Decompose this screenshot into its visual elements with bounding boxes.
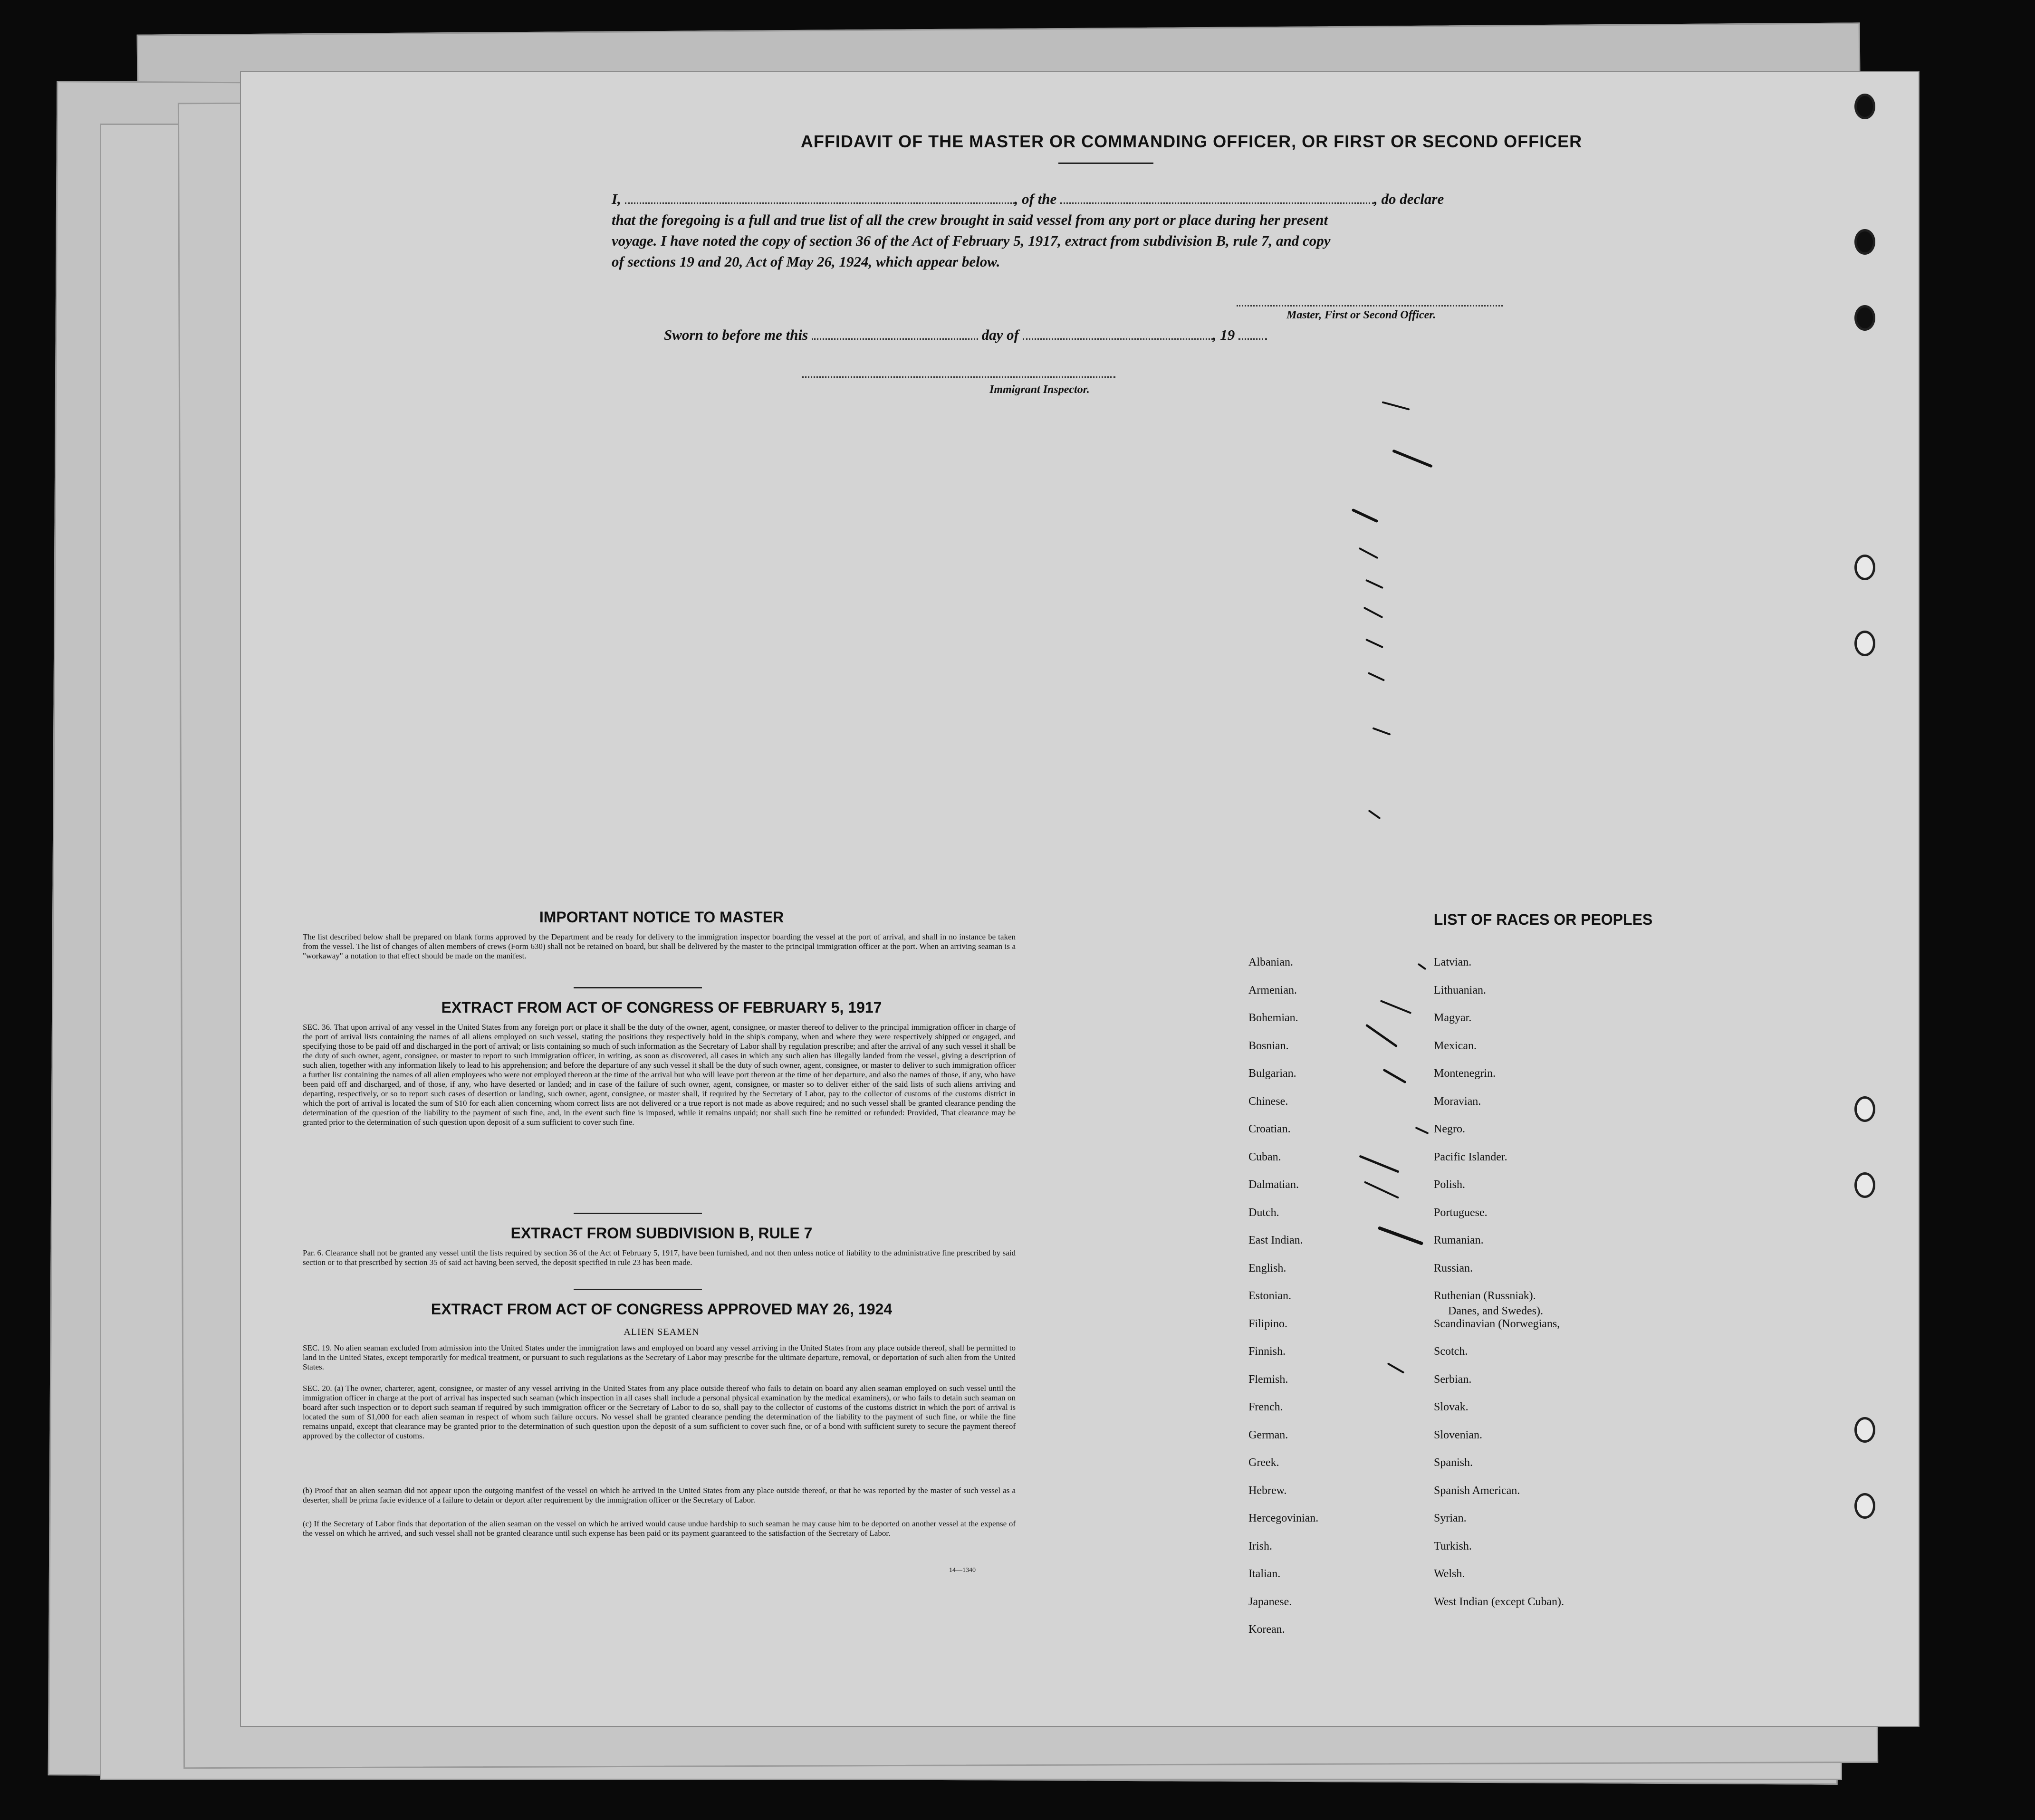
race-item: Flemish. (1248, 1373, 1288, 1386)
race-item: Magyar. (1434, 1012, 1472, 1024)
race-item: Bohemian. (1248, 1012, 1298, 1024)
race-item: Spanish. (1434, 1456, 1473, 1469)
race-item: Polish. (1434, 1178, 1466, 1191)
race-item: Armenian. (1248, 984, 1297, 996)
extract-1917-text: SEC. 36. That upon arrival of any vessel in the United States from any foreign port or place it shall be the duty of the owner, agent, consignee, or master thereof to deliver to the principal immigration officer in charge of the port of arrival lists containing the names of all aliens employed on such vessel, stating the positions they respectively hold in the ship's company, when and where they were respectively shipped or engaged, and specifying those to be paid off and discharged in the port of arrival; or lists containing so much of such information as the Secretary of Labor shall by regulation prescribe; and after the arrival of any such vessel it shall be the duty of such owner, agent, consignee, or master to report to such immigration officer, in writing, as soon as discovered, all cases in which any such alien has illegally landed from the vessel, giving a description of such alien, together with any information likely to lead to his apprehension; and before the departure of any such vessel it shall be the duty of such owner, agent, consignee, or master to deliver to such immigration officer a further list containing the names of all alien employees who were not employed thereon at the time of the arrival but who will leave port thereon at the time of her departure, and also the names of those, if any, who have been paid off and discharged, and of those, if any, who have deserted or landed; and in case of the failure of such owner, agent, consignee, or master so to deliver either of the said lists of such aliens arriving and departing, respectively, or so to report such cases of desertion or landing, such owner, agent, consignee, or master shall, if required by the Secretary of Labor, pay to the collector of customs of the customs district in which the port of arrival is located the sum of $10 for each alien concerning whom correct lists are not delivered or a true report is not made as above required; and no such vessel shall be granted clearance pending the determination of the question of the liability to the payment of such fine, and, in the event such fine is imposed, while it remains unpaid; nor shall such fine be remitted or refunded: Provided, That clearance may be granted prior to the determination of such question upon deposit of a sum sufficient to cover such fine. (303, 1023, 1016, 1127)
tick-mark (1365, 579, 1383, 589)
notice-text: The list described below shall be prepared on blank forms approved by the Department and be ready for delivery to the immigration inspector boarding the vessel at the port of arrival, and shall in no instance be taken from the vessel. The list of changes of alien members of crews (Form 630) shall not be retained on board, but shall be delivered by the master to the principal immigration officer at the port. When an arriving seaman is a "workaway" a notation to that effect should be made on the manifest. (303, 932, 1016, 960)
race-item: Slovak. (1434, 1401, 1469, 1413)
extract-1924-title: EXTRACT FROM ACT OF CONGRESS APPROVED MAY 26, 1924 (431, 1301, 893, 1318)
tick-mark (1415, 1127, 1429, 1134)
race-item: Greek. (1248, 1456, 1279, 1469)
binder-hole-icon (1854, 631, 1875, 656)
race-item: Pacific Islander. (1434, 1150, 1507, 1163)
race-item: Latvian. (1434, 956, 1472, 968)
race-item: Cuban. (1248, 1150, 1281, 1163)
tick-mark (1352, 508, 1379, 523)
tick-mark (1368, 672, 1385, 681)
race-item: Japanese. (1248, 1595, 1292, 1608)
race-item: Italian. (1248, 1568, 1281, 1580)
race-item: Dalmatian. (1248, 1178, 1299, 1191)
alien-seamen-subtitle: ALIEN SEAMEN (624, 1327, 700, 1337)
race-item: Serbian. (1434, 1373, 1472, 1386)
race-item: Chinese. (1248, 1095, 1288, 1108)
race-item: Hebrew. (1248, 1484, 1287, 1497)
affidavit-line-3: voyage. I have noted the copy of section 36 of the Act of February 5, 1917, extract from subdivision B, rule 7, and copy (612, 232, 1331, 249)
divider (574, 987, 702, 988)
binder-hole-icon (1854, 555, 1875, 580)
tick-mark (1392, 449, 1433, 468)
race-item: Spanish American. (1434, 1484, 1520, 1497)
binder-hole-icon (1854, 1172, 1875, 1198)
year-field[interactable] (1238, 338, 1267, 340)
tick-mark (1364, 1181, 1399, 1198)
tick-mark (1378, 1226, 1423, 1245)
tick-mark (1382, 1069, 1406, 1084)
race-item: Estonian. (1248, 1290, 1291, 1302)
binder-hole-icon (1854, 1417, 1875, 1443)
inspector-caption: Immigrant Inspector. (989, 383, 1090, 396)
race-item: English. (1248, 1262, 1286, 1274)
race-item: Danes, and Swedes). (1448, 1305, 1543, 1317)
tick-mark (1380, 1000, 1411, 1014)
inspector-signature-line[interactable] (802, 376, 1115, 378)
master-signature-line[interactable] (1237, 305, 1503, 307)
affidavit-line-2: that the foregoing is a full and true list of all the crew brought in said vessel from any port or place during her present (612, 211, 1328, 228)
tick-mark (1373, 727, 1391, 735)
affidavit-line-4: of sections 19 and 20, Act of May 26, 1924, which appear below. (612, 253, 1000, 270)
affidavit-title: AFFIDAVIT OF THE MASTER OR COMMANDING OFFICER, OR FIRST OR SECOND OFFICER (800, 132, 1583, 151)
day-field[interactable] (812, 338, 978, 340)
race-item: Turkish. (1434, 1540, 1472, 1552)
race-item: Slovenian. (1434, 1428, 1482, 1441)
race-item: German. (1248, 1428, 1288, 1441)
divider (574, 1289, 702, 1290)
tick-mark (1368, 810, 1381, 819)
tick-mark (1359, 547, 1379, 559)
race-item: Korean. (1248, 1623, 1285, 1636)
race-item: Rumanian. (1434, 1234, 1484, 1246)
race-item: Filipino. (1248, 1317, 1288, 1330)
manifest-page (240, 71, 1920, 1727)
race-item: East Indian. (1248, 1234, 1303, 1246)
race-item: Montenegrin. (1434, 1067, 1496, 1080)
race-item: West Indian (except Cuban). (1434, 1595, 1564, 1608)
race-item: Negro. (1434, 1123, 1465, 1135)
race-item: Russian. (1434, 1262, 1473, 1274)
races-title: LIST OF RACES OR PEOPLES (1433, 911, 1653, 928)
name-field[interactable] (625, 202, 1015, 204)
do-declare-label: , do declare (1374, 191, 1444, 207)
race-item: Syrian. (1434, 1512, 1467, 1524)
divider (574, 1213, 702, 1214)
binder-hole-icon (1854, 1493, 1875, 1519)
race-item: Scandinavian (Norwegians, (1434, 1317, 1560, 1330)
vessel-field[interactable] (1060, 202, 1374, 204)
race-item: Mexican. (1434, 1039, 1477, 1052)
i-label: I, (612, 191, 621, 207)
sworn-line (664, 326, 1267, 344)
race-item: Bulgarian. (1248, 1067, 1296, 1080)
tick-mark (1365, 639, 1383, 649)
race-item: Albanian. (1248, 956, 1293, 968)
tick-mark (1418, 963, 1427, 970)
race-item: Lithuanian. (1434, 984, 1486, 996)
race-item: Scotch. (1434, 1345, 1468, 1358)
tick-mark (1359, 1155, 1399, 1173)
month-field[interactable] (1023, 338, 1213, 340)
race-item: Finnish. (1248, 1345, 1286, 1358)
affidavit-line-1 (612, 189, 1776, 210)
of-the-label: , of the (1014, 191, 1057, 207)
sec20b-text: (b) Proof that an alien seaman did not appear upon the outgoing manifest of the vessel on which he arrived in the United States from any place outside thereof, or that he was reported by the master of such vessel as a deserter, shall be prima facie evidence of a failure to detain or deport after requirement by the immigration officer or the Secretary of Labor. (303, 1486, 1016, 1504)
notice-title: IMPORTANT NOTICE TO MASTER (539, 909, 784, 926)
form-number: 14—1340 (949, 1567, 976, 1574)
day-of-label: day of (981, 326, 1019, 343)
rule7-title: EXTRACT FROM SUBDIVISION B, RULE 7 (510, 1225, 813, 1242)
binder-hole-icon (1854, 1096, 1875, 1122)
race-item: Hercegovinian. (1248, 1512, 1319, 1524)
tick-mark (1387, 1362, 1405, 1373)
affidavit-text (612, 189, 1776, 272)
race-item: Portuguese. (1434, 1206, 1488, 1219)
sworn-label: Sworn to before me this (664, 326, 808, 343)
race-item: Moravian. (1434, 1095, 1481, 1108)
race-item: French. (1248, 1401, 1283, 1413)
sec20c-text: (c) If the Secretary of Labor finds that deportation of the alien seaman on the vessel on which he arrived would cause undue hardship to such seaman he may cause him to be deported on another vessel at the expense of the vessel on which he arrived, and such vessel shall not be granted clearance until such expense has been paid or its payment guaranteed to the satisfaction of the Secretary of Labor. (303, 1519, 1016, 1538)
race-item: Bosnian. (1248, 1039, 1289, 1052)
year-label: , 19 (1212, 326, 1235, 343)
sec19-text: SEC. 19. No alien seaman excluded from admission into the United States under the immigration laws and employed on board any vessel arriving in the United States from any place outside thereof, shall be permitted to land in the United States, except temporarily for medical treatment, or pursuant to such regulations as the Secretary of Labor may prescribe for the ultimate departure, removal, or deportation of such alien from the United States. (303, 1343, 1016, 1371)
divider (1058, 163, 1153, 164)
binder-hole-icon (1854, 305, 1875, 331)
race-item: Dutch. (1248, 1206, 1279, 1219)
extract-1917-title: EXTRACT FROM ACT OF CONGRESS OF FEBRUARY 5, 1917 (441, 999, 882, 1016)
race-item: Irish. (1248, 1540, 1272, 1552)
sec20a-text: SEC. 20. (a) The owner, charterer, agent, consignee, or master of any vessel arriving in the United States from any place outside thereof who fails to detain on board any alien seaman employed on such vessel until the immigration officer in charge at the port of arrival has inspected such seaman (which inspection in all cases shall include a personal physical examination by the medical examiners), or who fails to detain such seaman on board after such inspection or to deport such seaman if required by such immigration officer or the Secretary of Labor to do so, shall pay to the collector of customs of the customs district in which the port of arrival is located the sum of $1,000 for each alien seaman in respect of whom such failure occurs. No vessel shall be granted clearance pending the determination of the liability to the payment of such fine, or while the fine remains unpaid, except that clearance may be granted prior to the determination of such question upon the deposit of a sum sufficient to cover such fine, or of a bond with sufficient surety to secure the payment thereof approved by the collector of customs. (303, 1384, 1016, 1440)
race-item: Ruthenian (Russniak). (1434, 1290, 1536, 1302)
binder-hole-icon (1854, 229, 1875, 255)
rule7-text: Par. 6. Clearance shall not be granted any vessel until the lists required by section 36 of the Act of February 5, 1917, have been furnished, and not then unless notice of liability to the administrative fine prescribed by said section or to that prescribed by section 35 of said act having been served, the deposit specified in rule 23 has been made. (303, 1248, 1016, 1267)
race-item: Croatian. (1248, 1123, 1291, 1135)
race-item: Welsh. (1434, 1568, 1465, 1580)
tick-mark (1382, 401, 1410, 410)
tick-mark (1363, 607, 1383, 619)
binder-hole-icon (1854, 94, 1875, 119)
master-caption: Master, First or Second Officer. (1286, 309, 1436, 321)
tick-mark (1365, 1024, 1398, 1048)
